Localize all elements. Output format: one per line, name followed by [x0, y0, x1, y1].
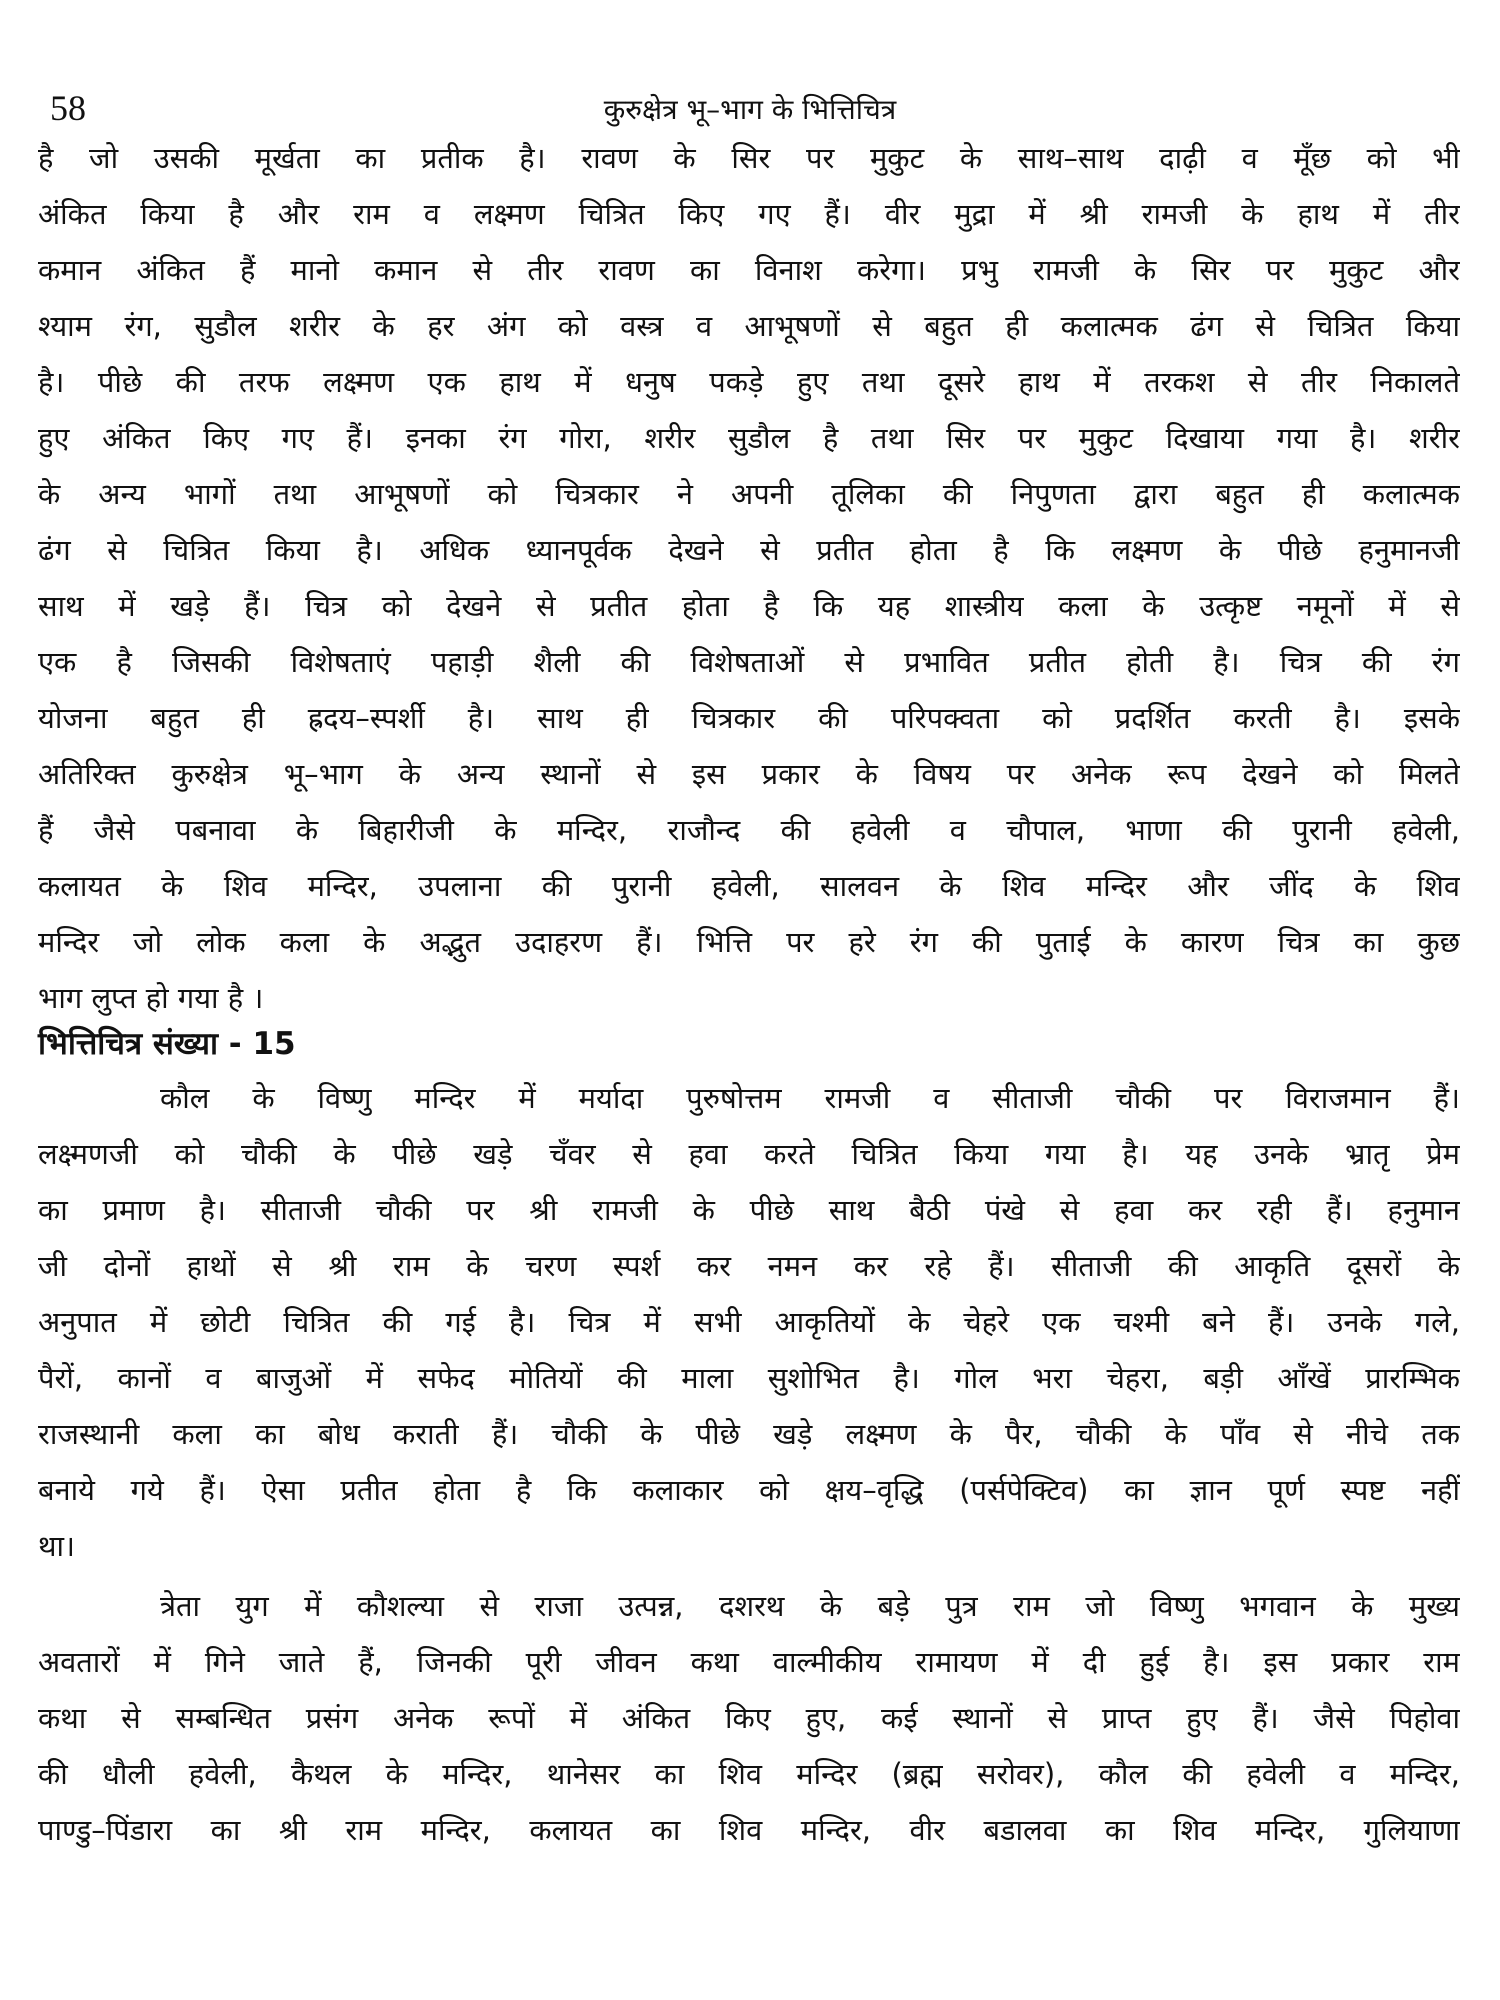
text-line: मन्दिर जो लोक कला के अद्भुत उदाहरण हैं। भित्ति पर हरे रंग की पुताई के कारण चित्र का कुछ	[38, 925, 1460, 959]
text-line: कथा से सम्बन्धित प्रसंग अनेक रूपों में अंकित किए हुए, कई स्थानों से प्राप्त हुए हैं। जैसे पिहोवा	[38, 1701, 1460, 1735]
text-line: के अन्य भागों तथा आभूषणों को चित्रकार ने अपनी तूलिका की निपुणता द्वारा बहुत ही कलात्मक	[38, 477, 1460, 511]
text-line: हैं जैसे पबनावा के बिहारीजी के मन्दिर, राजौन्द की हवेली व चौपाल, भाणा की पुरानी हवेली,	[38, 813, 1460, 847]
text-line: था।	[38, 1529, 76, 1563]
text-line: बनाये गये हैं। ऐसा प्रतीत होता है कि कलाकार को क्षय–वृद्धि (पर्सपेक्टिव) का ज्ञान पूर्ण स्पष्ट नहीं	[38, 1473, 1460, 1507]
text-line: त्रेता युग में कौशल्या से राजा उत्पन्न, दशरथ के बड़े पुत्र राम जो विष्णु भगवान के मुख्य	[160, 1589, 1460, 1623]
text-line: की धौली हवेली, कैथल के मन्दिर, थानेसर का शिव मन्दिर (ब्रह्म सरोवर), कौल की हवेली व मन्दिर,	[38, 1757, 1460, 1791]
text-line: अवतारों में गिने जाते हैं, जिनकी पूरी जीवन कथा वाल्मीकीय रामायण में दी हुई है। इस प्रकार राम	[38, 1645, 1460, 1679]
running-header-title: कुरुक्षेत्र भू–भाग के भित्तिचित्र	[603, 93, 897, 126]
text-line: जी दोनों हाथों से श्री राम के चरण स्पर्श कर नमन कर रहे हैं। सीताजी की आकृति दूसरों के	[38, 1249, 1460, 1283]
text-line: योजना बहुत ही ह्रदय–स्पर्शी है। साथ ही चित्रकार की परिपक्वता को प्रदर्शित करती है। इसके	[38, 701, 1460, 735]
section-heading: भित्तिचित्र संख्या - 15	[38, 1026, 296, 1062]
text-line: अंकित किया है और राम व लक्ष्मण चित्रित किए गए हैं। वीर मुद्रा में श्री रामजी के हाथ में तीर	[38, 197, 1460, 231]
text-line: है जो उसकी मूर्खता का प्रतीक है। रावण के सिर पर मुकुट के साथ–साथ दाढ़ी व मूँछ को भी	[38, 141, 1460, 175]
text-line: कमान अंकित हैं मानो कमान से तीर रावण का विनाश करेगा। प्रभु रामजी के सिर पर मुकुट और	[38, 253, 1460, 287]
text-line: लक्ष्मणजी को चौकी के पीछे खड़े चँवर से हवा करते चित्रित किया गया है। यह उनके भ्रातृ प्रेम	[38, 1137, 1460, 1171]
page-number: 58	[50, 88, 86, 128]
text-line: कौल के विष्णु मन्दिर में मर्यादा पुरुषोत्तम रामजी व सीताजी चौकी पर विराजमान हैं।	[160, 1081, 1460, 1115]
text-line: अनुपात में छोटी चित्रित की गई है। चित्र में सभी आकृतियों के चेहरे एक चश्मी बने हैं। उनके गले,	[38, 1305, 1460, 1339]
text-line: श्याम रंग, सुडौल शरीर के हर अंग को वस्त्र व आभूषणों से बहुत ही कलात्मक ढंग से चित्रित किया	[38, 309, 1460, 343]
text-line: है। पीछे की तरफ लक्ष्मण एक हाथ में धनुष पकड़े हुए तथा दूसरे हाथ में तरकश से तीर निकालते	[38, 365, 1460, 399]
text-line: हुए अंकित किए गए हैं। इनका रंग गोरा, शरीर सुडौल है तथा सिर पर मुकुट दिखाया गया है। शरीर	[38, 421, 1460, 455]
text-line: कलायत के शिव मन्दिर, उपलाना की पुरानी हवेली, सालवन के शिव मन्दिर और जींद के शिव	[38, 869, 1460, 903]
text-line: साथ में खड़े हैं। चित्र को देखने से प्रतीत होता है कि यह शास्त्रीय कला के उत्कृष्ट नमूनों में से	[38, 589, 1460, 623]
text-line: ढंग से चित्रित किया है। अधिक ध्यानपूर्वक देखने से प्रतीत होता है कि लक्ष्मण के पीछे हनुमानजी	[38, 533, 1460, 567]
text-line: भाग लुप्त हो गया है ।	[38, 981, 264, 1015]
text-line: का प्रमाण है। सीताजी चौकी पर श्री रामजी के पीछे साथ बैठी पंखे से हवा कर रही हैं। हनुमान	[38, 1193, 1460, 1227]
text-line: पैरों, कानों व बाजुओं में सफेद मोतियों की माला सुशोभित है। गोल भरा चेहरा, बड़ी आँखें प्रारम्भिक	[38, 1361, 1460, 1395]
text-line: राजस्थानी कला का बोध कराती हैं। चौकी के पीछे खड़े लक्ष्मण के पैर, चौकी के पाँव से नीचे तक	[38, 1417, 1460, 1451]
text-line: पाण्डु–पिंडारा का श्री राम मन्दिर, कलायत का शिव मन्दिर, वीर बडालवा का शिव मन्दिर, गुलियाणा	[38, 1813, 1460, 1847]
text-line: अतिरिक्त कुरुक्षेत्र भू–भाग के अन्य स्थानों से इस प्रकार के विषय पर अनेक रूप देखने को मिलते	[38, 757, 1460, 791]
text-line: एक है जिसकी विशेषताएं पहाड़ी शैली की विशेषताओं से प्रभावित प्रतीत होती है। चित्र की रंग	[38, 645, 1460, 679]
